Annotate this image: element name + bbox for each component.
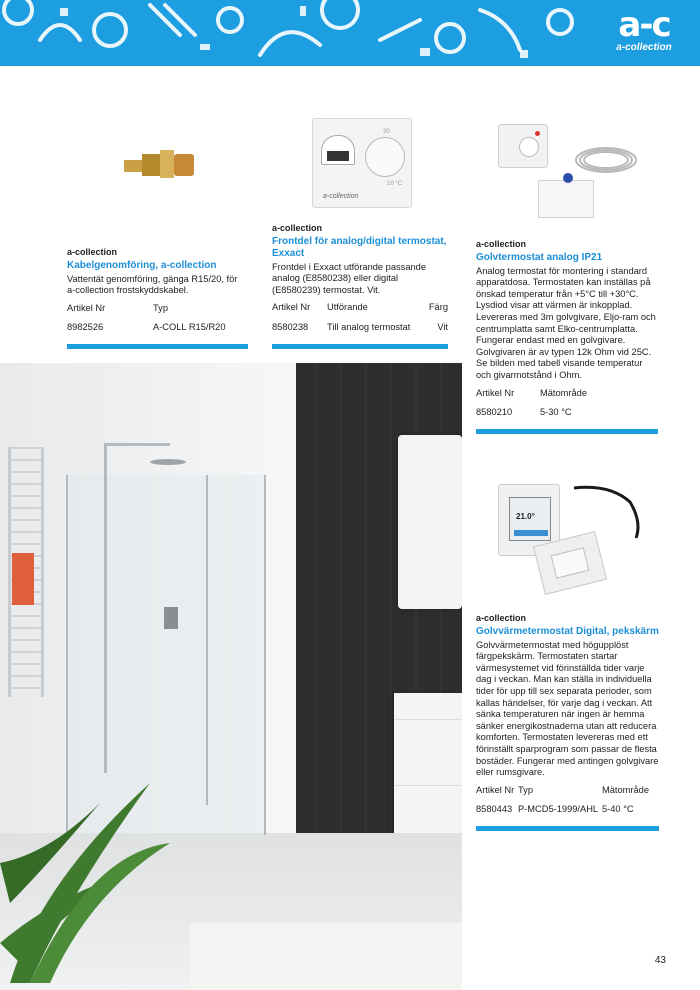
product-description: Analog termostat för montering i standard apparatdosa. Termostaten kan inställas på önskad temperatur från +5°C till +30°C. Lysdiod visar att värmen är inkopplad. Levereras med 3m golvgivare, Eljo-ram och centrumplatta samt Elko-centrumplatta. Fungerar endast med en golvgivare. Golvgivaren är av typen 12k Ohm vid 25C. Se bilden med tabell visande temperatur och givarmotstånd i Ohm.: [476, 265, 656, 380]
product-divider: [476, 826, 659, 831]
product-brand: a-collection: [476, 239, 527, 249]
digital-thermostat-image: [494, 482, 644, 592]
spec-header: Typ: [518, 784, 533, 795]
product-title: Golvtermostat analog IP21: [476, 251, 603, 263]
tools-pattern: [0, 0, 600, 66]
product-golvvarmetermostat-digital: [476, 613, 659, 831]
page-number: 43: [654, 955, 666, 966]
product-brand: a-collection: [67, 247, 118, 257]
spec-header: Artikel Nr: [476, 387, 515, 398]
header-banner: [0, 0, 700, 66]
product-divider: [67, 344, 248, 349]
spec-table: [67, 303, 248, 342]
spec-value: P-MCD5-1999/AHL: [518, 804, 599, 815]
analog-thermostat-image: [484, 118, 644, 228]
spec-header: Mätområde: [540, 387, 588, 398]
product-kabelgenomforing: [67, 247, 248, 349]
spec-header: Typ: [153, 302, 168, 313]
product-brand: a-collection: [476, 613, 527, 623]
spec-header: Utförande: [327, 302, 368, 313]
product-title: Frontdel för analog/digital termostat, Exxact: [272, 235, 447, 259]
spec-header: Färg: [428, 302, 448, 313]
dial-mark-high: 30: [383, 129, 390, 135]
product-title: Golvvärmetermostat Digital, pekskärm: [476, 625, 659, 637]
spec-header: Artikel Nr: [272, 302, 311, 313]
spec-value: 8982526: [67, 322, 104, 333]
product-golvtermostat-analog: [476, 239, 658, 434]
dial-mark-low: 10 °C: [387, 181, 403, 187]
spec-value: Till analog termostat: [327, 321, 411, 332]
spec-value: Vit: [437, 321, 448, 332]
screen-temperature: 21.0°: [516, 512, 535, 521]
thermostat-front-image: [312, 118, 412, 208]
spec-value: 5-40 °C: [602, 804, 634, 815]
spec-table: [476, 785, 659, 824]
spec-value: A-COLL R15/R20: [153, 322, 226, 333]
brand-logo: [604, 5, 684, 53]
spec-value: 8580238: [272, 321, 309, 332]
spec-header: Artikel Nr: [67, 302, 106, 313]
product-description: Frontdel i Exxact utförande passande analog (E8580238) eller digital (E8580239) termostat. Vit.: [272, 261, 427, 295]
logo-subtitle: a-collection: [616, 42, 672, 53]
spec-value: 8580443: [476, 804, 513, 815]
product-divider: [476, 429, 658, 434]
logo-mark: a-c: [618, 5, 670, 45]
product-brand: a-collection: [272, 223, 323, 233]
product-description: Vattentät genomföring, gänga R15/20, för a-collection frostskyddskabel.: [67, 273, 238, 296]
spec-value: 5-30 °C: [540, 407, 572, 418]
product-title: Kabelgenomföring, a-collection: [67, 259, 217, 271]
product-divider: [272, 344, 448, 349]
thermostat-label: a-collection: [323, 193, 359, 200]
spec-value: 8580210: [476, 407, 513, 418]
cable-gland-image: [120, 140, 200, 190]
product-frontdel: [272, 223, 448, 349]
spec-table: [272, 302, 448, 341]
spec-header: Artikel Nr: [476, 784, 515, 795]
spec-header: Mätområde: [602, 784, 650, 795]
spec-table: [476, 388, 658, 427]
bathroom-photo: [0, 363, 462, 990]
product-description: Golvvärmetermostat med högupplöst färgpekskärm. Termostaten startar värmesystemet vid förinställda tider varje dag i veckan. Man kan ställa in individuella tider för upp till sex separata perioder, som kallas händelser, för varje dag i veckan. Att sänka temperaturen när ingen är hemma sänker energikostnaderna utan att reducera komforten. Termostaten levereras med ett förinställt sparprogram som passar de flesta bostäder. Fungerar med antingen golvgivare eller rumsgivare.: [476, 639, 659, 778]
